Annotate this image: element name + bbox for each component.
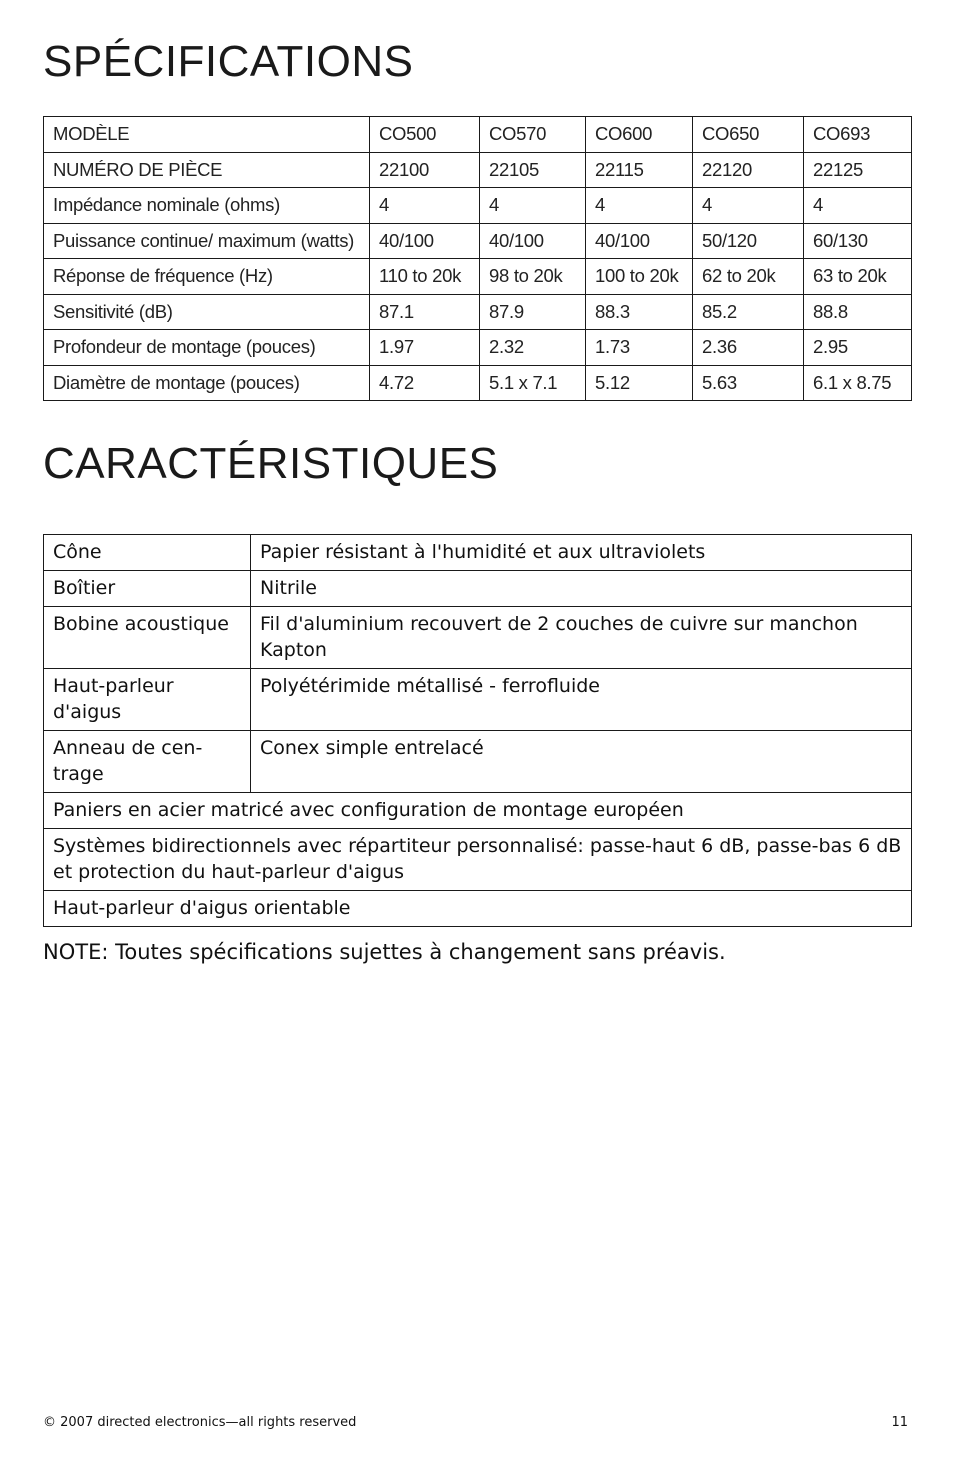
spec-cell: 40/100 (480, 223, 586, 259)
feature-row-housing (44, 571, 912, 607)
feature-label: Boîtier (44, 571, 251, 607)
spec-cell: 22115 (586, 152, 693, 188)
spec-cell: CO500 (370, 117, 480, 153)
feature-label: Anneau de cen- trage (44, 731, 251, 793)
spec-row-mounting-depth (44, 330, 912, 366)
specifications-title: SPÉCIFICATIONS (43, 37, 414, 86)
spec-cell: 100 to 20k (586, 259, 693, 295)
spec-cell: 62 to 20k (693, 259, 804, 295)
spec-cell: Impédance nominale (ohms) (44, 188, 370, 224)
feature-label: Bobine acoustique (44, 607, 251, 669)
spec-cell: Diamètre de montage (pouces) (44, 365, 370, 401)
feature-row-crossover (44, 829, 912, 891)
feature-full-row: Systèmes bidirectionnels avec répartiteur personnalisé: passe-haut 6 dB, passe-bas 6 dB et protection du haut-parleur d'aigus (44, 829, 912, 891)
features-title: CARACTÉRISTIQUES (43, 439, 499, 488)
feature-value: Fil d'aluminium recouvert de 2 couches de cuivre sur manchon Kapton (251, 607, 912, 669)
spec-cell: 22120 (693, 152, 804, 188)
spec-row-mounting-diameter (44, 365, 912, 401)
spec-cell: 98 to 20k (480, 259, 586, 295)
spec-cell: NUMÉRO DE PIÈCE (44, 152, 370, 188)
spec-cell: 22105 (480, 152, 586, 188)
spec-cell: 6.1 x 8.75 (804, 365, 912, 401)
spec-cell: CO693 (804, 117, 912, 153)
spec-cell: Profondeur de montage (pouces) (44, 330, 370, 366)
features-table (43, 534, 912, 927)
spec-cell: 85.2 (693, 294, 804, 330)
spec-cell: 5.1 x 7.1 (480, 365, 586, 401)
specifications-table (43, 116, 912, 401)
spec-cell: 40/100 (370, 223, 480, 259)
spec-cell: 110 to 20k (370, 259, 480, 295)
spec-cell: MODÈLE (44, 117, 370, 153)
spec-cell: 88.8 (804, 294, 912, 330)
spec-cell: CO650 (693, 117, 804, 153)
spec-cell: 22125 (804, 152, 912, 188)
spec-cell: 63 to 20k (804, 259, 912, 295)
spec-cell: 4 (480, 188, 586, 224)
spec-cell: 88.3 (586, 294, 693, 330)
spec-row-frequency-response (44, 259, 912, 295)
feature-full-row: Paniers en acier matricé avec configuration de montage européen (44, 793, 912, 829)
spec-cell: 5.12 (586, 365, 693, 401)
spec-cell: CO600 (586, 117, 693, 153)
spec-cell: 22100 (370, 152, 480, 188)
spec-cell: 2.95 (804, 330, 912, 366)
spec-cell: 40/100 (586, 223, 693, 259)
spec-cell: 4 (586, 188, 693, 224)
spec-row-model (44, 117, 912, 153)
spec-cell: 2.32 (480, 330, 586, 366)
spec-cell: 1.97 (370, 330, 480, 366)
spec-cell: Sensitivité (dB) (44, 294, 370, 330)
feature-value: Conex simple entrelacé (251, 731, 912, 793)
spec-cell: 87.1 (370, 294, 480, 330)
feature-row-voice-coil (44, 607, 912, 669)
spec-cell: 60/130 (804, 223, 912, 259)
spec-cell: 1.73 (586, 330, 693, 366)
spec-cell: 4.72 (370, 365, 480, 401)
feature-row-baskets (44, 793, 912, 829)
feature-value: Polyétérimide métallisé - ferrofluide (251, 669, 912, 731)
feature-row-spider (44, 731, 912, 793)
spec-cell: 50/120 (693, 223, 804, 259)
spec-row-power (44, 223, 912, 259)
feature-value: Papier résistant à l'humidité et aux ultraviolets (251, 535, 912, 571)
spec-row-part-number (44, 152, 912, 188)
footer-copyright: © 2007 directed electronics—all rights reserved (43, 1415, 357, 1430)
spec-cell: 4 (693, 188, 804, 224)
spec-row-impedance (44, 188, 912, 224)
spec-cell: CO570 (480, 117, 586, 153)
spec-cell: 4 (370, 188, 480, 224)
feature-row-pivoting-tweeter (44, 891, 912, 927)
spec-row-sensitivity (44, 294, 912, 330)
feature-label: Haut-parleur d'aigus (44, 669, 251, 731)
specifications-note: NOTE: Toutes spécifications sujettes à changement sans préavis. (43, 940, 726, 964)
spec-cell: 2.36 (693, 330, 804, 366)
spec-cell: Puissance continue/ maximum (watts) (44, 223, 370, 259)
spec-cell: 5.63 (693, 365, 804, 401)
spec-cell: Réponse de fréquence (Hz) (44, 259, 370, 295)
page-number: 11 (891, 1415, 908, 1430)
spec-cell: 87.9 (480, 294, 586, 330)
feature-label: Cône (44, 535, 251, 571)
feature-row-tweeter (44, 669, 912, 731)
feature-full-row: Haut-parleur d'aigus orientable (44, 891, 912, 927)
spec-cell: 4 (804, 188, 912, 224)
feature-value: Nitrile (251, 571, 912, 607)
feature-row-cone (44, 535, 912, 571)
